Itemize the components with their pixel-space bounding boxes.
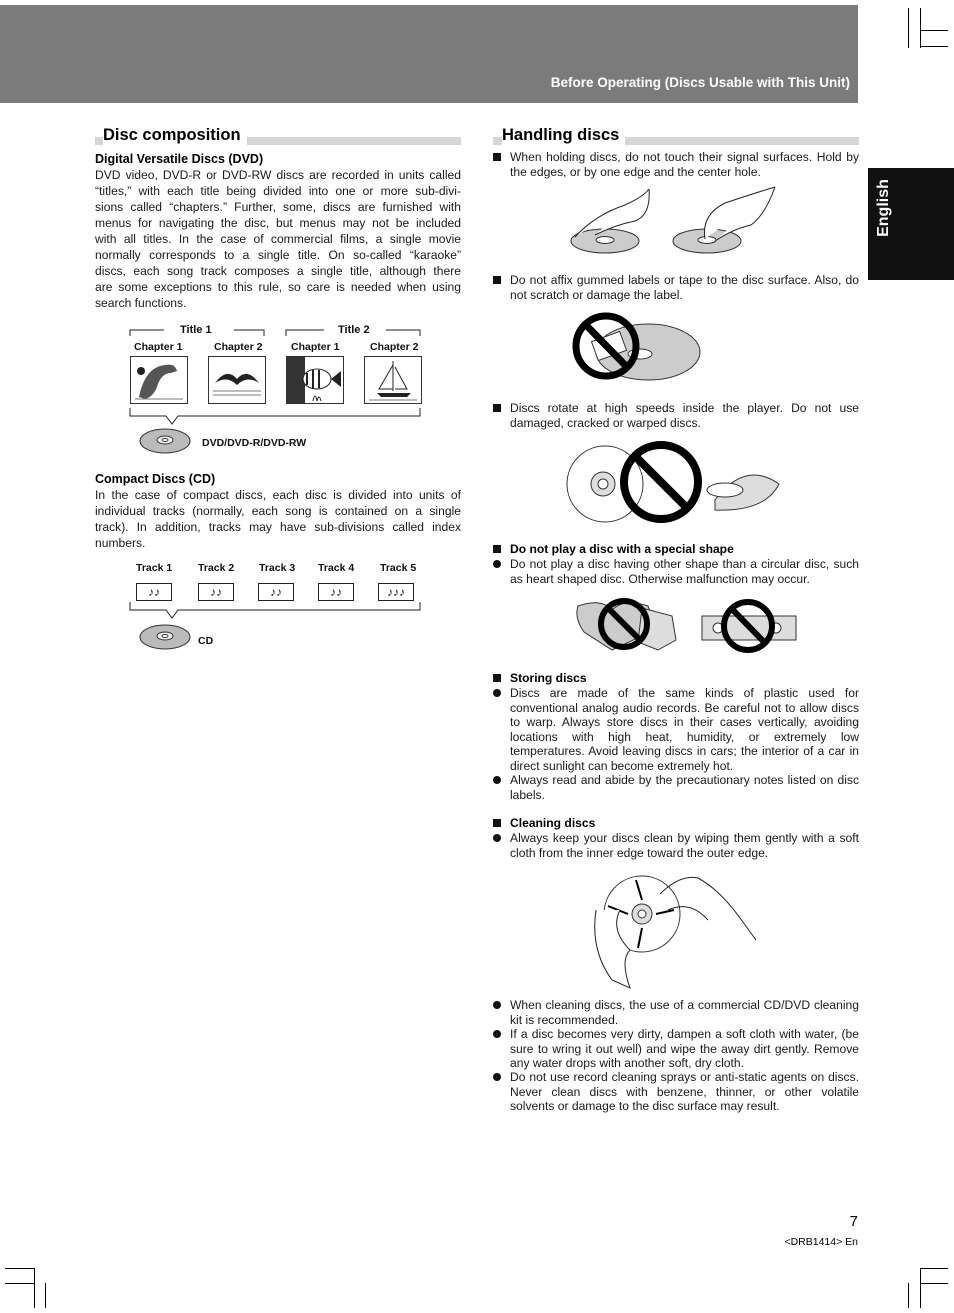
cd-structure-diagram: [128, 562, 424, 654]
dvd-line: sions called “chapters.” Further, some, discs are furnished with: [95, 200, 461, 214]
cd-disc-label: CD: [198, 635, 214, 647]
track-note-box: ♪♪♪: [378, 583, 414, 601]
document-code: <DRB1414> En: [784, 1236, 858, 1248]
round-bullet-icon: [493, 1030, 501, 1038]
dvd-line: are some exceptions to this rule, so care is needed when using: [95, 280, 461, 294]
square-bullet-icon: [493, 674, 501, 682]
fish-picture: [286, 356, 344, 404]
dvd-line: search functions.: [95, 296, 187, 310]
square-bullet-icon: [493, 545, 501, 553]
handling-text: Do not affix gummed labels or tape to the disc surface. Also, do not scratch or damage the label.: [510, 273, 859, 302]
square-bullet-icon: [493, 819, 501, 827]
dvd-disc-label: DVD/DVD-R/DVD-RW: [202, 437, 307, 449]
dvd-line: with all titles. In the case of commercial films, a single movie: [95, 232, 461, 246]
handling-item: [493, 150, 859, 179]
cd-line: In the case of compact discs, each disc is divided into units of: [95, 488, 461, 502]
special-shape-discs-illustration: [572, 598, 802, 654]
chapter-label: Chapter 1: [291, 341, 340, 353]
dvd-line: “titles,” with each title being divided into one or more sub-divi-: [95, 184, 461, 198]
square-bullet-icon: [493, 153, 501, 161]
round-bullet-icon: [493, 560, 501, 568]
title-2-label: Title 2: [338, 324, 370, 336]
track-note-box: ♪♪: [318, 583, 354, 601]
dvd-line: normally corresponds to a single title. On so-called “karaoke”: [95, 248, 461, 262]
no-labels-illustration: [572, 310, 704, 386]
chapter-label: Chapter 2: [370, 341, 419, 353]
cd-heading: Compact Discs (CD): [95, 472, 216, 486]
handling-text: Discs rotate at high speeds inside the player. Do not use damaged, cracked or warped discs.: [510, 401, 859, 430]
cd-line: numbers.: [95, 536, 146, 550]
track-note-box: ♪♪: [258, 583, 294, 601]
track-label: Track 3: [259, 562, 296, 574]
cleaning-item: If a disc becomes very dirty, dampen a soft cloth with water, (be sure to wring it out well) and wipe the away dirt gently. Remove any water drops with another soft, dry cloth.: [493, 1027, 859, 1071]
dvd-paragraph: [95, 167, 461, 311]
cleaning-heading: Cleaning discs: [493, 816, 859, 831]
track-label: Track 1: [136, 562, 173, 574]
disc-cleaning-illustration: [590, 870, 760, 994]
special-shape-heading: Do not play a disc with a special shape: [493, 542, 859, 557]
round-bullet-icon: [493, 689, 501, 697]
chapter-label: Chapter 2: [214, 341, 263, 353]
round-bullet-icon: [493, 834, 501, 842]
cleaning-item: Always keep your discs clean by wiping them gently with a soft cloth from the inner edge toward the outer edge.: [493, 831, 859, 860]
cd-line: individual tracks (normally, each song is contained on a single: [95, 504, 461, 518]
track-label: Track 4: [318, 562, 355, 574]
round-bullet-icon: [493, 1073, 501, 1081]
cd-line: track). In addition, tracks may have sub-divisions called index: [95, 520, 461, 534]
cd-disc-icon: [138, 622, 192, 652]
cd-paragraph: [95, 487, 461, 551]
dolphin-picture: [130, 356, 188, 404]
storing-item: Discs are made of the same kinds of plastic used for conventional analog audio records. Be careful not to allow discs to warp. Always store discs in their cases vertically, avoiding locations with high heat, humidity, or extremely low temperatures. Avoid leaving discs in cars; the interior of a car in direct sunlight can become extremely hot.: [493, 686, 859, 774]
header-title: Before Operating (Discs Usable with This Unit): [550, 75, 850, 90]
dvd-line: menus for navigating the disc, but menus may not be included: [95, 216, 461, 230]
disc-holding-illustration: [565, 185, 785, 257]
handling-text: When holding discs, do not touch their signal surfaces. Hold by the edges, or by one edge and the center hole.: [510, 150, 859, 179]
cleaning-item: Do not use record cleaning sprays or anti-static agents on discs. Never clean discs with benzene, thinner, or other volatile solvents or damage to the disc surface may result.: [493, 1070, 859, 1114]
square-bullet-icon: [493, 276, 501, 284]
cd-bracket: [128, 600, 424, 620]
chapter-label: Chapter 1: [134, 341, 183, 353]
handling-item: [493, 401, 859, 430]
title-1-label: Title 1: [180, 324, 212, 336]
dvd-heading: Digital Versatile Discs (DVD): [95, 152, 264, 166]
section-title-handling-discs: Handling discs: [502, 126, 625, 145]
round-bullet-icon: [493, 776, 501, 784]
cleaning-item: When cleaning discs, the use of a commercial CD/DVD cleaning kit is recommended.: [493, 998, 859, 1027]
handling-item: [493, 273, 859, 302]
storing-item: Always read and abide by the precautionary notes listed on disc labels.: [493, 773, 859, 802]
track-label: Track 2: [198, 562, 235, 574]
sailboat-picture: [364, 356, 422, 404]
round-bullet-icon: [493, 1001, 501, 1009]
section-title-disc-composition: Disc composition: [103, 126, 247, 145]
track-label: Track 5: [380, 562, 417, 574]
special-shape-item: Do not play a disc having other shape than a circular disc, such as heart shaped disc. Otherwise malfunction may occur.: [493, 557, 859, 586]
page-number: 7: [849, 1213, 858, 1230]
language-tab-label: English: [875, 179, 892, 237]
dvd-structure-diagram: [128, 322, 424, 457]
track-note-box: ♪♪: [198, 583, 234, 601]
square-bullet-icon: [493, 404, 501, 412]
damaged-discs-illustration: [565, 440, 787, 526]
bird-picture: [208, 356, 266, 404]
dvd-line: DVD video, DVD-R or DVD-RW discs are recorded in units called: [95, 168, 461, 182]
dvd-line: discs, each song track composes a single title, although there: [95, 264, 461, 278]
storing-heading: Storing discs: [493, 671, 859, 686]
track-note-box: ♪♪: [136, 583, 172, 601]
dvd-disc-icon: [138, 426, 192, 456]
